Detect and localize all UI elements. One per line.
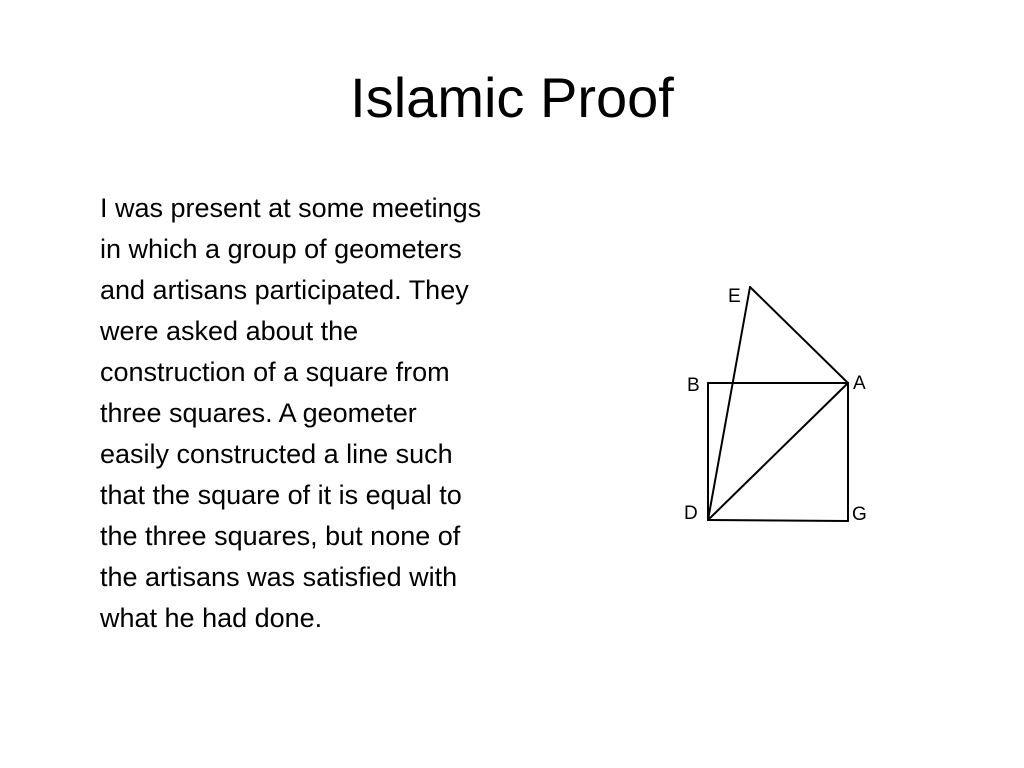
body-line: that the square of it is equal to — [100, 480, 462, 510]
segment-ea — [750, 287, 848, 383]
slide-title: Islamic Proof — [350, 66, 674, 129]
segment-gd — [708, 520, 848, 521]
label-a: A — [853, 373, 866, 394]
body-line: construction of a square from — [100, 357, 450, 387]
body-line: were asked about the — [100, 316, 359, 346]
body-line: the artisans was satisfied with — [100, 562, 458, 592]
body-text — [100, 188, 600, 639]
label-e: E — [728, 286, 741, 307]
label-g: G — [852, 504, 867, 525]
body-line: easily constructed a line such — [100, 439, 453, 469]
label-b: B — [687, 375, 700, 396]
body-line: and artisans participated. They — [100, 275, 469, 305]
body-line: what he had done. — [100, 603, 323, 633]
geometry-diagram — [670, 270, 890, 530]
body-line: I was present at some meetings — [100, 193, 482, 223]
geometry-figure — [670, 270, 890, 530]
label-d: D — [684, 503, 698, 524]
body-line: three squares. A geometer — [100, 398, 417, 428]
body-line: the three squares, but none of — [100, 521, 461, 551]
body-line: in which a group of geometers — [100, 234, 462, 264]
